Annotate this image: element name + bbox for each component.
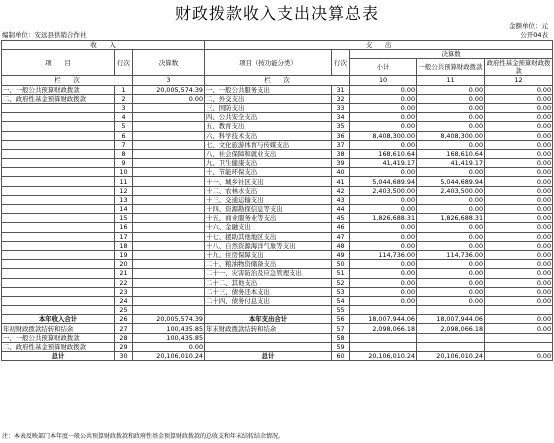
expense-general-cell: 0.00 [417,103,485,112]
income-item-cell [2,287,115,296]
table-row [2,159,553,168]
income-amount-cell [133,223,205,232]
income-row-no-cell: 8 [115,149,133,158]
expense-fund-cell [485,333,553,342]
expense-fund-cell: 0.00 [485,278,553,287]
table-row [2,306,553,315]
income-item-cell [2,250,115,259]
expense-row-no-cell: 39 [332,159,350,168]
expense-general-cell: 1,826,688.31 [417,214,485,223]
expense-general-cell: 0.00 [417,296,485,305]
expense-general-cell: 0.00 [417,269,485,278]
income-amount-cell: 20,005,574.39 [133,85,205,94]
income-row-no-cell: 10 [115,168,133,177]
expense-general-cell: 0.00 [417,122,485,131]
column-index-3: 3 [133,76,205,85]
fund-budget-header: 政府性基金预算财政拨款 [485,59,553,76]
table-row [2,103,553,112]
table-row [2,149,553,158]
expense-row-no-cell: 31 [332,85,350,94]
expense-row-no-cell: 45 [332,214,350,223]
expense-item-cell: 十、节能环保支出 [205,168,332,177]
expense-subtotal-cell: 0.00 [350,195,417,204]
expense-row-no-cell: 35 [332,122,350,131]
expense-item-cell: 二十、粮油物资储备支出 [205,260,332,269]
expense-fund-cell: 0.00 [485,103,553,112]
expense-fund-cell: 0.00 [485,241,553,250]
income-row-no-cell: 20 [115,260,133,269]
expense-subtotal-cell: 0.00 [350,140,417,149]
expense-row-no-cell: 38 [332,149,350,158]
income-amount-cell [133,159,205,168]
expense-fund-cell: 0.00 [485,159,553,168]
expense-fund-cell [485,342,553,351]
income-row-no-cell: 25 [115,306,133,315]
expense-item-cell: 六、科学技术支出 [205,131,332,140]
expense-general-cell [417,306,485,315]
expense-item-cell: 十三、交通运输支出 [205,195,332,204]
expense-item-cell: 十八、自然资源海洋气象等支出 [205,241,332,250]
column-index-11: 11 [417,76,485,85]
general-budget-header: 一般公共预算财政拨款 [417,59,485,76]
expense-item-cell: 二十三、债务还本支出 [205,287,332,296]
expense-item-cell: 十七、援助其他地区支出 [205,232,332,241]
income-amount-cell [133,296,205,305]
expense-row-no-cell: 47 [332,232,350,241]
income-item-cell: 一、一般公共预算财政拨款 [2,333,115,342]
income-row-no-cell: 2 [115,94,133,103]
expense-fund-cell: 0.00 [485,113,553,122]
income-item-cell [2,195,115,204]
expense-item-cell: 四、公共安全支出 [205,113,332,122]
income-amount-cell: 100,435.85 [133,324,205,333]
income-amount-cell: 100,435.85 [133,333,205,342]
income-amount-cell [133,232,205,241]
income-item-cell [2,186,115,195]
income-item-cell: 本年收入合计 [2,315,115,324]
expense-row-no-cell: 51 [332,269,350,278]
expense-general-cell: 5,044,689.94 [417,177,485,186]
income-row-no-cell: 24 [115,296,133,305]
income-budget-header: 决算数 [133,50,205,76]
income-amount-cell: 0.00 [133,342,205,351]
expense-subtotal-cell: 0.00 [350,232,417,241]
total-row [2,315,553,324]
expense-fund-cell: 0.00 [485,296,553,305]
expense-row-no-cell: 40 [332,168,350,177]
income-item-cell [2,278,115,287]
amount-unit-label: 金额单位：元 [509,22,548,30]
income-row-no-cell: 3 [115,103,133,112]
column-index-label-right: 栏 次 [205,76,350,85]
table-row [2,140,553,149]
income-row-no-cell: 12 [115,186,133,195]
table-row [2,278,553,287]
expense-subtotal-cell: 0.00 [350,260,417,269]
expense-item-cell: 二、外交支出 [205,94,332,103]
expense-general-cell: 0.00 [417,241,485,250]
expense-general-cell: 0.00 [417,260,485,269]
expense-item-cell: 十四、资源勘探信息等支出 [205,205,332,214]
expense-subtotal-cell: 0.00 [350,296,417,305]
subtotal-header: 小计 [350,59,417,76]
expense-subtotal-cell: 0.00 [350,85,417,94]
footnote: 注：本表反映部门本年度一般公共预算财政拨款和政府性基金预算财政拨款的总收支和年末结转结余情况。 [2,433,285,440]
expense-general-cell: 0.00 [417,94,485,103]
table-row [2,287,553,296]
expense-general-cell [417,342,485,351]
expense-subtotal-cell: 0.00 [350,241,417,250]
expense-row-no-cell: 36 [332,131,350,140]
report-title: 财政拨款收入支出决算总表 [174,4,379,23]
column-index-label-left: 栏 次 [2,76,133,85]
expense-item-cell: 十五、商业服务业等支出 [205,214,332,223]
expense-subtotal-cell [350,342,417,351]
income-amount-cell [133,131,205,140]
income-item-cell [2,241,115,250]
expense-subtotal-cell: 0.00 [350,168,417,177]
expense-subtotal-cell: 0.00 [350,223,417,232]
income-item-cell [2,177,115,186]
income-row-no-cell: 19 [115,250,133,259]
expense-item-cell: 五、教育支出 [205,122,332,131]
table-row [2,122,553,131]
expense-row-no-cell: 46 [332,223,350,232]
expense-row-no-cell: 56 [332,315,350,324]
expense-general-cell: 8,408,300.00 [417,131,485,140]
expense-item-cell: 十九、住房保障支出 [205,250,332,259]
expense-item-cell [205,333,332,342]
expense-item-cell: 二十一、灾害防治及应急管理支出 [205,269,332,278]
income-row-no-cell: 4 [115,113,133,122]
income-row-no-cell: 30 [115,352,133,361]
expense-row-no-cell: 58 [332,333,350,342]
table-row [2,177,553,186]
expense-subtotal-cell: 0.00 [350,269,417,278]
expense-item-cell: 一、一般公共服务支出 [205,85,332,94]
income-amount-cell [133,306,205,315]
income-row-no-cell: 21 [115,269,133,278]
table-row [2,195,553,204]
expense-general-cell: 0.00 [417,85,485,94]
expense-item-header: 项目（按功能分类） [205,50,332,76]
expense-row-no-cell: 32 [332,94,350,103]
expense-row-no-cell: 57 [332,324,350,333]
expense-fund-cell: 0.00 [485,250,553,259]
expense-general-cell: 0.00 [417,205,485,214]
income-row-no-cell: 6 [115,131,133,140]
expense-fund-cell: 0.00 [485,223,553,232]
expense-fund-cell: 0.00 [485,214,553,223]
expense-fund-cell: 0.00 [485,287,553,296]
income-row-no-cell: 11 [115,177,133,186]
expense-section-header: 支 出 [205,41,553,50]
expense-row-no-cell: 42 [332,186,350,195]
column-index-12: 12 [485,76,553,85]
expense-fund-cell: 0.00 [485,205,553,214]
income-row-no-cell: 22 [115,278,133,287]
income-item-cell [2,296,115,305]
income-item-cell [2,149,115,158]
income-row-no-cell: 29 [115,342,133,351]
expense-item-cell: 十二、农林水支出 [205,186,332,195]
expense-row-no-cell: 50 [332,260,350,269]
expense-fund-cell: 0.00 [485,186,553,195]
income-amount-cell [133,186,205,195]
income-item-cell [2,205,115,214]
expense-row-no-cell: 53 [332,287,350,296]
total-row [2,342,553,351]
expense-subtotal-cell: 114,736.00 [350,250,417,259]
income-row-no-cell: 18 [115,241,133,250]
expense-subtotal-cell: 0.00 [350,113,417,122]
income-amount-cell [133,278,205,287]
expense-general-cell: 20,106,010.24 [417,352,485,361]
income-row-no-cell: 23 [115,287,133,296]
expense-item-cell: 本年支出合计 [205,315,332,324]
table-row [2,241,553,250]
expense-subtotal-cell [350,333,417,342]
expense-fund-cell: 0.00 [485,269,553,278]
income-amount-cell [133,214,205,223]
expense-subtotal-cell: 0.00 [350,205,417,214]
expense-row-no-cell: 60 [332,352,350,361]
expense-row-no-cell: 37 [332,140,350,149]
expense-general-cell: 18,007,944.06 [417,315,485,324]
expense-item-cell: 二十四、债务付息支出 [205,296,332,305]
income-amount-cell [133,103,205,112]
income-amount-cell [133,168,205,177]
income-amount-cell [133,122,205,131]
expense-general-cell: 0.00 [417,195,485,204]
total-row [2,324,553,333]
income-amount-cell [133,140,205,149]
expense-general-cell: 2,098,066.18 [417,324,485,333]
expense-general-cell: 0.00 [417,278,485,287]
table-row [2,205,553,214]
income-item-cell [2,131,115,140]
expense-subtotal-cell: 2,403,500.00 [350,186,417,195]
expense-item-cell: 九、卫生健康支出 [205,159,332,168]
expense-item-cell: 二十二、其他支出 [205,278,332,287]
expense-subtotal-cell: 18,007,944.06 [350,315,417,324]
income-row-no-cell: 14 [115,205,133,214]
income-item-cell [2,232,115,241]
expense-fund-cell: 0.00 [485,122,553,131]
table-row [2,113,553,122]
income-row-no-cell: 27 [115,324,133,333]
expense-subtotal-cell: 0.00 [350,122,417,131]
expense-item-cell: 总计 [205,352,332,361]
table-row [2,186,553,195]
expense-row-no-cell: 43 [332,195,350,204]
expense-subtotal-cell: 0.00 [350,287,417,296]
column-index-10: 10 [350,76,417,85]
expense-fund-cell: 0.00 [485,352,553,361]
income-row-no-cell: 26 [115,315,133,324]
expense-row-no-cell: 44 [332,205,350,214]
table-row [2,131,553,140]
expense-item-cell: 三、国防支出 [205,103,332,112]
income-item-cell [2,140,115,149]
income-item-cell [2,306,115,315]
expense-subtotal-cell: 41,419.17 [350,159,417,168]
income-amount-cell: 0.00 [133,94,205,103]
expense-item-cell: 十一、城乡社区支出 [205,177,332,186]
income-row-no-cell: 13 [115,195,133,204]
income-section-header: 收 入 [2,41,205,50]
expense-general-cell: 168,610.64 [417,149,485,158]
expense-general-cell: 0.00 [417,140,485,149]
expense-general-cell: 2,403,500.00 [417,186,485,195]
table-row [2,223,553,232]
expense-row-no-header: 行次 [332,50,350,76]
expense-fund-cell: 0.00 [485,149,553,158]
income-row-no-cell: 1 [115,85,133,94]
table-row [2,85,553,94]
expense-subtotal-cell: 8,408,300.00 [350,131,417,140]
expense-row-no-cell: 41 [332,177,350,186]
expense-subtotal-cell: 1,826,688.31 [350,214,417,223]
income-row-no-cell: 28 [115,333,133,342]
table-row [2,168,553,177]
expense-general-cell: 41,419.17 [417,159,485,168]
income-amount-cell [133,113,205,122]
expense-fund-cell [485,306,553,315]
income-row-no-cell: 17 [115,232,133,241]
income-amount-cell [133,287,205,296]
expense-general-cell: 0.00 [417,168,485,177]
table-row [2,296,553,305]
expense-fund-cell: 0.00 [485,232,553,241]
expense-item-cell: 十六、金融支出 [205,223,332,232]
expense-subtotal-cell: 2,098,066.18 [350,324,417,333]
income-item-cell: 一、一般公共预算财政拨款 [2,85,115,94]
income-item-cell [2,214,115,223]
income-item-cell [2,260,115,269]
income-row-no-cell: 7 [115,140,133,149]
income-amount-cell: 20,106,010.24 [133,352,205,361]
expense-fund-cell: 0.00 [485,168,553,177]
income-amount-cell [133,195,205,204]
expense-subtotal-cell: 0.00 [350,278,417,287]
income-amount-cell [133,205,205,214]
final-amount-header: 决算数 [350,50,553,59]
table-row [2,269,553,278]
financial-summary-table [1,40,553,361]
income-item-cell: 二、政府性基金预算财政拨款 [2,342,115,351]
expense-general-cell: 0.00 [417,223,485,232]
expense-row-no-cell: 52 [332,278,350,287]
income-amount-cell [133,149,205,158]
organization-label: 编制单位：安远县供销合作社 [2,31,87,39]
income-item-cell: 年初财政拨款结转和结余 [2,324,115,333]
expense-row-no-cell: 48 [332,241,350,250]
expense-fund-cell: 0.00 [485,94,553,103]
expense-fund-cell: 0.00 [485,85,553,94]
expense-item-cell [205,342,332,351]
expense-fund-cell: 0.00 [485,260,553,269]
income-row-no-cell: 15 [115,214,133,223]
income-item-cell [2,168,115,177]
income-row-no-cell: 16 [115,223,133,232]
expense-fund-cell: 0.00 [485,195,553,204]
expense-subtotal-cell [350,306,417,315]
income-amount-cell [133,250,205,259]
expense-item-cell: 七、文化旅游体育与传媒支出 [205,140,332,149]
income-row-no-cell: 9 [115,159,133,168]
expense-subtotal-cell: 5,044,689.94 [350,177,417,186]
expense-general-cell: 114,736.00 [417,250,485,259]
expense-general-cell [417,333,485,342]
expense-row-no-cell: 54 [332,296,350,305]
income-item-cell: 二、政府性基金预算财政拨款 [2,94,115,103]
income-item-cell [2,269,115,278]
income-row-no-cell: 5 [115,122,133,131]
expense-item-cell [205,306,332,315]
income-item-header: 项 目 [2,50,115,76]
expense-general-cell: 0.00 [417,232,485,241]
total-row [2,333,553,342]
expense-row-no-cell: 34 [332,113,350,122]
expense-fund-cell: 0.00 [485,315,553,324]
expense-general-cell: 0.00 [417,113,485,122]
expense-fund-cell: 0.00 [485,131,553,140]
income-row-no-header: 行次 [115,50,133,76]
table-row [2,260,553,269]
total-row [2,352,553,361]
expense-fund-cell: 0.00 [485,177,553,186]
expense-item-cell: 八、社会保障和就业支出 [205,149,332,158]
income-item-cell [2,113,115,122]
form-number-label: 公开04表 [520,31,548,39]
expense-subtotal-cell: 0.00 [350,94,417,103]
income-amount-cell: 20,005,574.39 [133,315,205,324]
expense-row-no-cell: 33 [332,103,350,112]
income-amount-cell [133,241,205,250]
table-row [2,232,553,241]
expense-row-no-cell: 59 [332,342,350,351]
expense-subtotal-cell: 0.00 [350,103,417,112]
table-row [2,214,553,223]
expense-fund-cell: 0.00 [485,324,553,333]
expense-subtotal-cell: 20,106,010.24 [350,352,417,361]
expense-fund-cell: 0.00 [485,140,553,149]
income-item-cell: 总计 [2,352,115,361]
income-item-cell [2,223,115,232]
table-row [2,94,553,103]
income-item-cell [2,159,115,168]
income-amount-cell [133,177,205,186]
income-amount-cell [133,260,205,269]
expense-item-cell: 年末财政拨款结转和结余 [205,324,332,333]
expense-row-no-cell: 49 [332,250,350,259]
income-item-cell [2,103,115,112]
income-item-cell [2,122,115,131]
table-row [2,250,553,259]
income-amount-cell [133,269,205,278]
expense-general-cell: 0.00 [417,287,485,296]
expense-row-no-cell: 55 [332,306,350,315]
expense-subtotal-cell: 168,610.64 [350,149,417,158]
